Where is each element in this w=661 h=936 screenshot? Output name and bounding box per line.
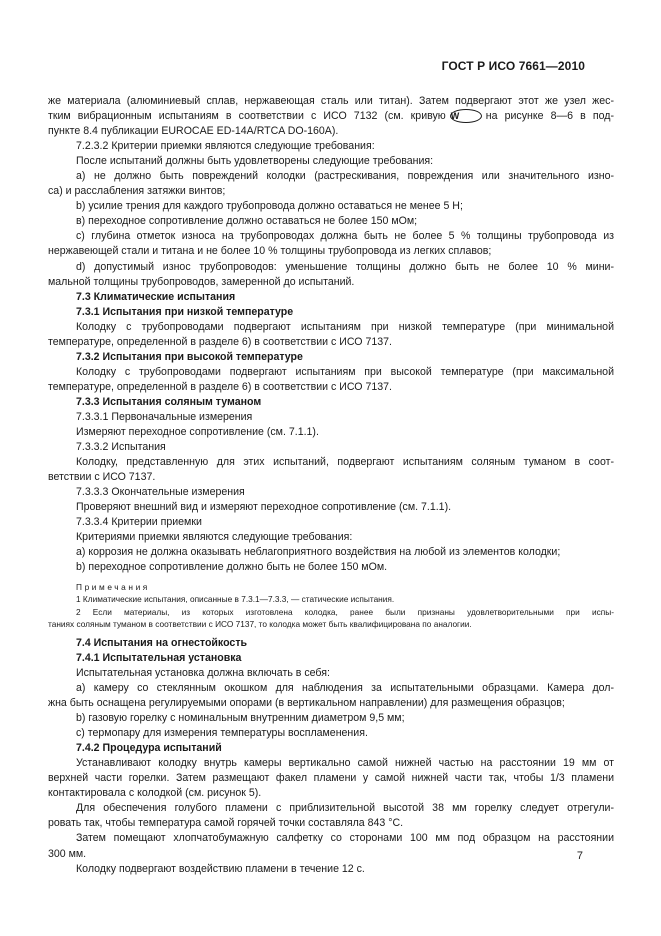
text-line: Устанавливают колодку внутрь камеры вертикально самой нижней частью на расстоянии 19 мм от [76,757,614,770]
text-line: 300 мм. [48,847,87,860]
text-line: Колодку с трубопроводами подвергают испытаниям при высокой температуре (при максимальной [76,365,614,378]
text-line: пункте 8.4 публикации EUROCAE ED-14A/RTCA DO-160A). [48,125,339,138]
list-item: а) камеру со стеклянным окошком для наблюдения за испытательными образцами. Камера дол- [76,682,614,695]
list-item: с) термопару для измерения температуры воспламенения. [76,727,368,740]
text-fragment: на рисунке 8—6 в под- [485,110,614,123]
list-item: b) газовую горелку с номинальным внутренним диаметром 9,5 мм; [76,712,405,725]
list-item: а) не должно быть повреждений колодки (растрескивания, повреждения или значительного изно- [76,170,614,183]
list-item: b) усилие трения для каждого трубопровода должно оставаться не менее 5 Н; [76,200,463,213]
section-heading-7-3-3: 7.3.3 Испытания соляным туманом [76,395,262,408]
text-line: жна быть оснащена регулируемыми опорами (в вертикальном направлении) для размещения образцов; [48,697,565,710]
page-number: 7 [576,850,583,862]
text-line: температуре, определенной в разделе 6) в соответствии с ИСО 7137. [48,335,392,348]
section-heading-7-4-1: 7.4.1 Испытательная установка [76,651,242,664]
section-heading-7-3-2: 7.3.2 Испытания при высокой температуре [76,350,303,363]
clause-heading-7-3-3-1: 7.3.3.1 Первоначальные измерения [76,410,253,423]
list-item: с) глубина отметок износа на трубопроводах должна быть не более 5 % толщины трубопровода из [76,230,614,243]
list-item: b) переходное сопротивление должно быть не более 150 мОм. [76,561,388,574]
text-line: контактировала с колодкой (см. рисунок 5). [48,787,262,800]
note-item: 1 Климатические испытания, описанные в 7.3.1—7.3.3, — статические испытания. [76,594,395,605]
text-line: Критериями приемки являются следующие требования: [76,531,353,544]
text-line: Колодку подвергают воздействию пламени в течение 12 с. [76,862,365,875]
document-body [48,94,614,877]
note-line: таниях соляным туманом в соответствии с ИСО 7137, то колодка может быть квалифицирована по аналогии. [48,619,472,630]
section-heading-7-4-2: 7.4.2 Процедура испытаний [76,742,222,755]
clause-heading-7-2-3-2: 7.2.3.2 Критерии приемки являются следующие требования: [76,140,375,153]
text-line: же материала (алюминиевый сплав, нержавеющая сталь или титан). Затем подвергают этот же узел жес- [48,95,614,107]
text-line: ветствии с ИСО 7137. [48,471,156,484]
text-line: са) и расслабления затяжки винтов; [48,185,226,198]
clause-heading-7-3-3-4: 7.3.3.4 Критерии приемки [76,516,202,529]
text-line: Для обеспечения голубого пламени с приблизительной высотой 38 мм горелку следует отрегули- [76,802,614,815]
curve-w-badge: W [450,109,482,123]
document-header: ГОСТ Р ИСО 7661—2010 [441,59,585,73]
text-line: После испытаний должны быть удовлетворены следующие требования: [76,155,434,168]
text-line [48,109,614,124]
section-heading-7-3-1: 7.3.1 Испытания при низкой температуре [76,305,294,318]
text-line: верхней части горелки. Затем размещают факел пламени у самой нижней части так, чтобы 1/3 пламени [48,772,614,785]
text-line: Измеряют переходное сопротивление (см. 7.1.1). [76,426,319,439]
list-item: d) допустимый износ трубопроводов: уменьшение толщины должно быть не более 10 % мини- [76,260,614,273]
note-item: 2 Если материалы, из которых изготовлена колодка, ранее были признаны удовлетворительными при испы- [76,606,614,617]
list-item: а) коррозия не должна оказывать неблагоприятного воздействия на любой из элементов колодки; [76,546,561,559]
text-line: Затем помещают хлопчатобумажную салфетку со сторонами 100 мм под образцом на расстоянии [76,832,614,845]
text-line: мальной толщины трубопроводов, замеренной до испытаний. [48,275,355,288]
text-line: Колодку с трубопроводами подвергают испытаниям при низкой температуре (при минимальной [76,320,614,333]
text-line: ровать так, чтобы температура самой горячей точки составляла 843 °С. [48,817,404,830]
text-line: нержавеющей стали и титана и не более 10 % толщины трубопровода из легких сплавов; [48,245,492,258]
notes-label: Примечания [76,581,150,592]
section-heading-7-3: 7.3 Климатические испытания [76,290,236,303]
clause-heading-7-3-3-3: 7.3.3.3 Окончательные измерения [76,486,245,499]
text-line: температуре, определенной в разделе 6) в соответствии с ИСО 7137. [48,380,392,393]
list-item: в) переходное сопротивление должно оставаться не более 150 мОм; [76,215,418,228]
clause-heading-7-3-3-2: 7.3.3.2 Испытания [76,441,166,454]
text-line: Проверяют внешний вид и измеряют переходное сопротивление (см. 7.1.1). [76,501,452,514]
text-line: Колодку, представленную для этих испытаний, подвергают испытаниям соляным туманом в соот- [76,456,614,469]
text-line: Испытательная установка должна включать в себя: [76,666,330,679]
text-fragment: тким вибрационным испытаниям в соответствии с ИСО 7132 (см. кривую [48,110,446,123]
section-heading-7-4: 7.4 Испытания на огнестойкость [76,636,248,649]
